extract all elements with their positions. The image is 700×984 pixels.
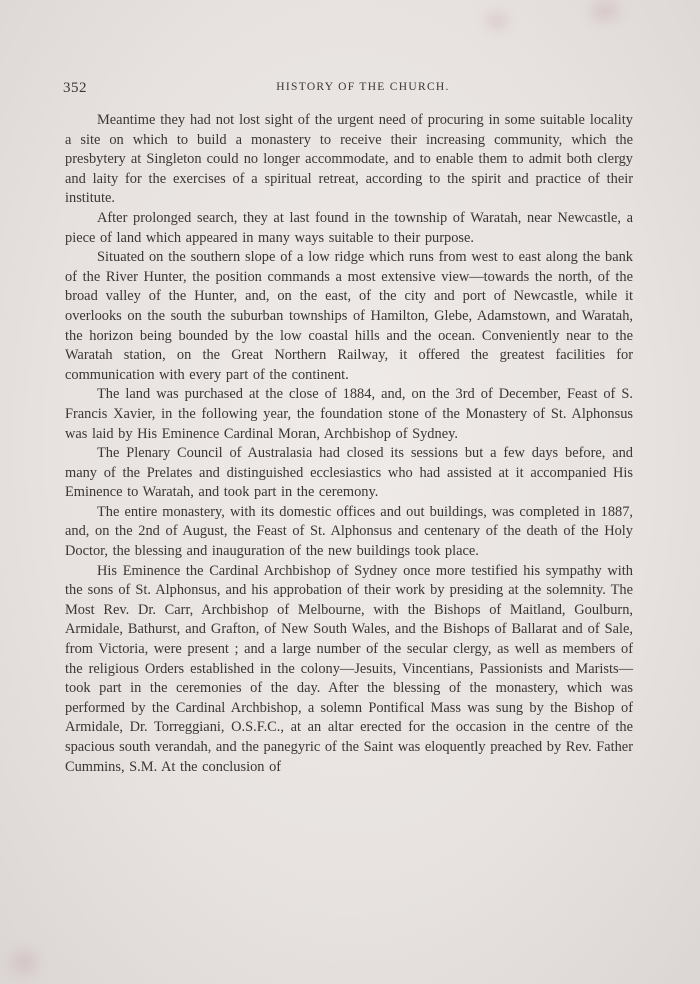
paragraph: Situated on the southern slope of a low ridge which runs from west to east along the bank of the River Hunter, the position commands a most extensive view—towards the north, of the broad valley of the Hunter, and, on the east, of the city and port of Newcastle, while it overlooks on the south the suburban townships of Hamilton, Glebe, Adamstown, and Waratah, the horizon being bounded by the low coastal hills and the ocean. Conveniently near to the Waratah station, on the Great Northern Railway, it offered the greatest facilities for communication with every part of the continent. xyxy=(65,249,633,383)
paragraph: The entire monastery, with its domestic offices and out buildings, was completed in 1887, and, on the 2nd of August, the Feast of St. Alphonsus and centenary of the death of the Holy Doctor, the blessing and inauguration of the new buildings took place. xyxy=(65,503,633,560)
body-text xyxy=(65,111,633,777)
paragraph: Meantime they had not lost sight of the urgent need of procuring in some suitable locality a site on which to build a monastery to receive their increasing community, which the presbytery at Singleton could no longer accommodate, and to enable them to admit both clergy and laity for the exercises of a spiritual retreat, according to the spirit and practice of their institute. xyxy=(65,112,633,207)
paper-stain xyxy=(590,0,620,22)
paper-stain xyxy=(10,950,38,974)
page-number: 352 xyxy=(63,80,87,96)
paragraph: After prolonged search, they at last found in the township of Waratah, near Newcastle, a piece of land which appeared in many ways suitable to their purpose. xyxy=(65,209,633,246)
paragraph: His Eminence the Cardinal Archbishop of Sydney once more testified his sympathy with the sons of St. Alphonsus, and his approbation of their work by presiding at the solemnity. The Most Rev. Dr. Carr, Archbishop of Melbourne, with the Bishops of Maitland, Goulburn, Armidale, Bathurst, and Grafton, of New South Wales, and the Bishops of Ballarat and of Sale, from Victoria, were present ; and a large number of the secular clergy, as well as members of the religious Orders established in the colony—Jesuits, Vincentians, Passionists and Marists—took part in the ceremonies of the day. After the blessing of the monastery, which was performed by the Cardinal Archbishop, a solemn Pontifical Mass was sung by the Bishop of Armidale, Dr. Torreggiani, O.S.F.C., at an altar erected for the occasion in the centre of the spacious south verandah, and the panegyric of the Saint was eloquently preached by Rev. Father Cummins, S.M. At the conclusion of xyxy=(65,562,633,775)
paragraph: The Plenary Council of Australasia had closed its sessions but a few days before, and many of the Prelates and distinguished ecclesiastics who had assisted at it accompanied His Eminence to Waratah, and took part in the ceremony. xyxy=(65,445,633,501)
running-head: HISTORY OF THE CHURCH. xyxy=(276,81,450,93)
paragraph: The land was purchased at the close of 1884, and, on the 3rd of December, Feast of S. Francis Xavier, in the following year, the foundation stone of the Monastery of St. Alphonsus was laid by His Eminence Cardinal Moran, Archbishop of Sydney. xyxy=(65,386,633,442)
page-header xyxy=(63,80,633,100)
paper-stain xyxy=(486,12,508,30)
